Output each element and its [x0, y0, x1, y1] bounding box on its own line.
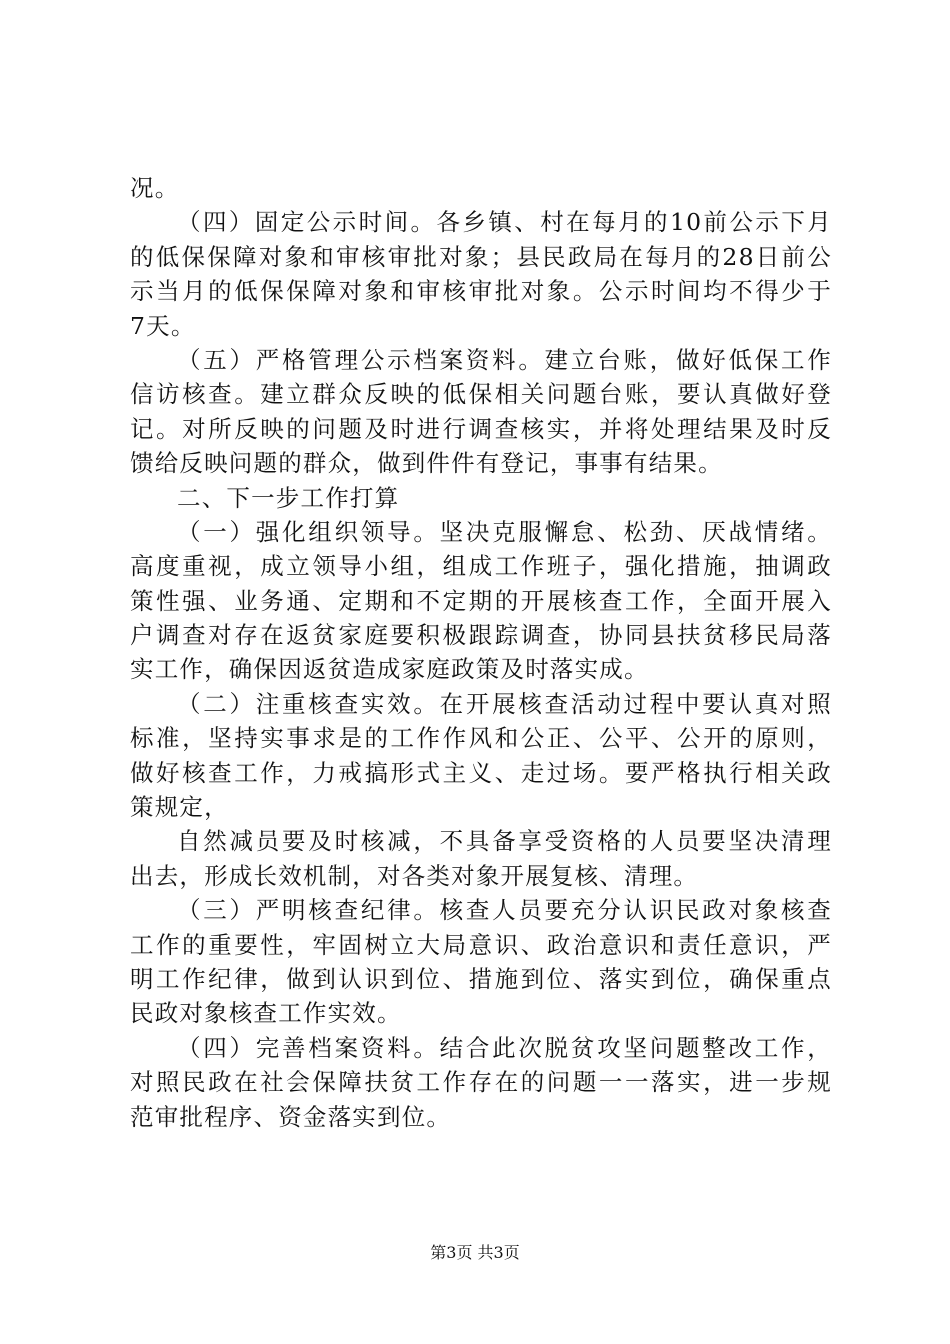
- text-line: 高度重视，成立领导小组，组成工作班子，强化措施，抽调政: [130, 552, 832, 581]
- text-line: 的低保保障对象和审核审批对象；县民政局在每月的28日前公: [130, 242, 832, 271]
- text-line: 馈给反映问题的群众，做到件件有登记，事事有结果。: [130, 449, 723, 478]
- text-line: 策性强、业务通、定期和不定期的开展核查工作，全面开展入: [130, 586, 832, 615]
- text-line: 7天。: [130, 311, 196, 340]
- text-line: 信访核查。建立群众反映的低保相关问题台账，要认真做好登: [130, 380, 832, 409]
- text-line: （四）完善档案资料。结合此次脱贫攻坚问题整改工作，: [177, 1033, 832, 1062]
- text-line: 对照民政在社会保障扶贫工作存在的问题一一落实，进一步规: [130, 1068, 832, 1097]
- text-line: 实工作，确保因返贫造成家庭政策及时落实成。: [130, 655, 649, 684]
- text-line: 况。: [130, 174, 180, 202]
- text-line: 范审批程序、资金落实到位。: [130, 1102, 452, 1131]
- section-heading: 二、下一步工作打算: [177, 483, 400, 512]
- text-line: （一）强化组织领导。坚决克服懈怠、松劲、厌战情绪。: [177, 517, 832, 546]
- page-number-label: 第3页 共3页: [430, 1243, 520, 1262]
- text-line: （二）注重核查实效。在开展核查活动过程中要认真对照: [177, 689, 832, 718]
- text-line: 户调查对存在返贫家庭要积极跟踪调查，协同县扶贫移民局落: [130, 621, 832, 650]
- text-line: 做好核查工作，力戒搞形式主义、走过场。要严格执行相关政: [130, 758, 832, 787]
- text-line: 标准，坚持实事求是的工作作风和公正、公平、公开的原则，: [130, 724, 832, 753]
- text-line: （三）严明核查纪律。核查人员要充分认识民政对象核查: [177, 896, 832, 925]
- text-line: 民政对象核查工作实效。: [130, 999, 402, 1028]
- text-line: 工作的重要性，牢固树立大局意识、政治意识和责任意识，严: [130, 930, 832, 959]
- text-line: 出去，形成长效机制，对各类对象开展复核、清理。: [130, 861, 699, 890]
- text-line: 示当月的低保保障对象和审核审批对象。公示时间均不得少于: [130, 277, 832, 306]
- text-line: 明工作纪律，做到认识到位、措施到位、落实到位，确保重点: [130, 964, 832, 993]
- text-line: 记。对所反映的问题及时进行调查核实，并将处理结果及时反: [130, 414, 832, 443]
- page-footer: [0, 1243, 950, 1263]
- text-line: （五）严格管理公示档案资料。建立台账，做好低保工作: [177, 345, 832, 374]
- document-body: [130, 171, 832, 1134]
- text-line: 策规定，: [130, 793, 229, 822]
- text-line: （四）固定公示时间。各乡镇、村在每月的10前公示下月: [177, 208, 832, 237]
- text-line: 自然减员要及时核减，不具备享受资格的人员要坚决清理: [177, 827, 832, 856]
